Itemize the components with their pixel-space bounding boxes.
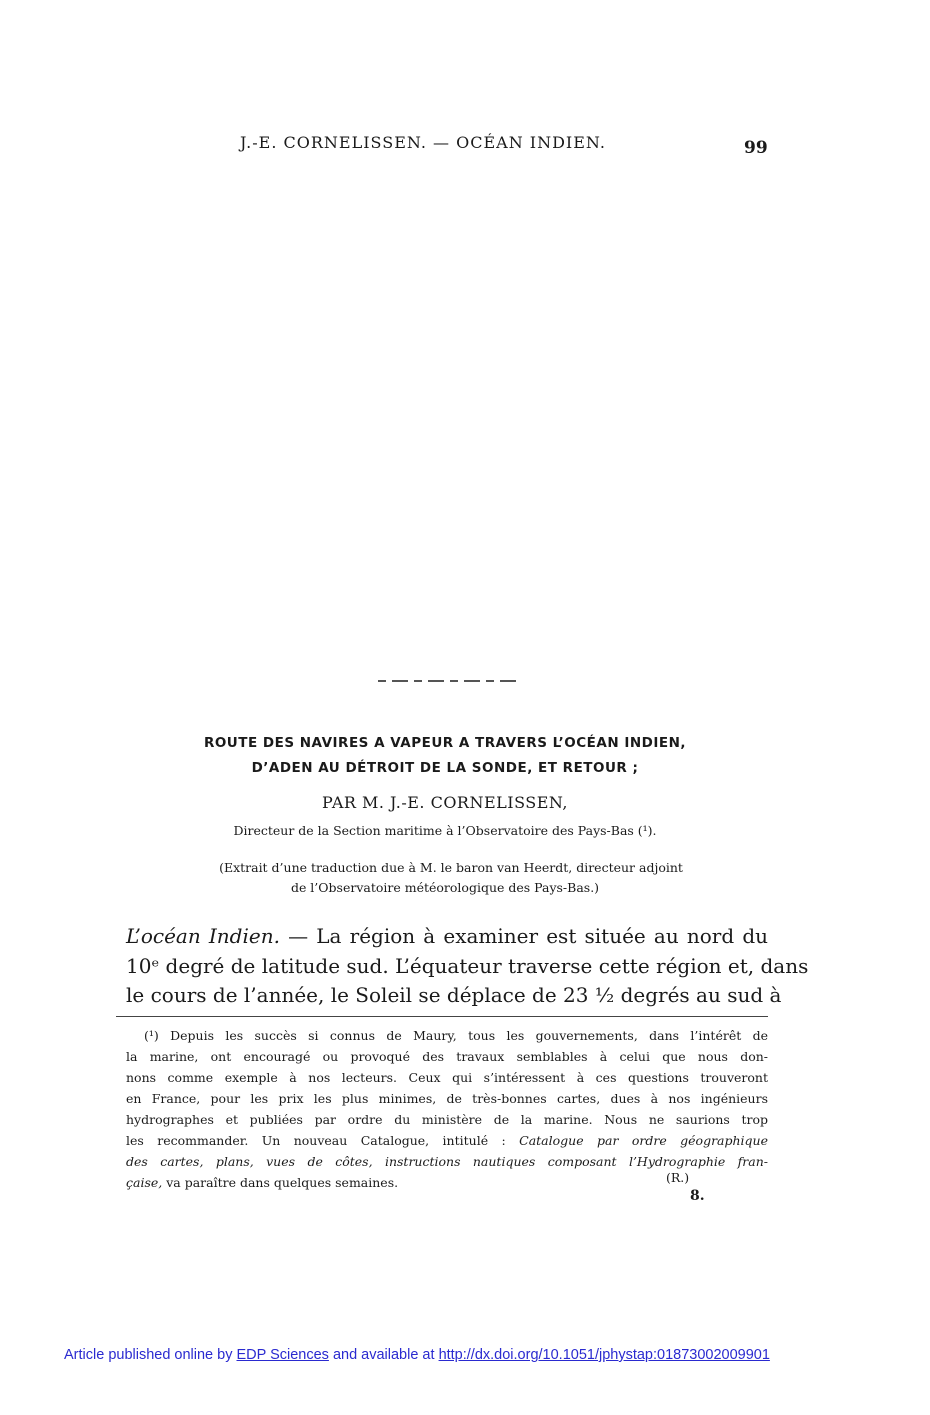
publication-footer [64, 1347, 770, 1363]
body-line-1 [126, 924, 768, 948]
footnote-line-6 [126, 1133, 768, 1148]
doi-link[interactable]: http://dx.doi.org/10.1051/jphystap:01873002009901 [438, 1347, 770, 1363]
footnote-line-6-text: les recommander. Un nouveau Catalogue, intitulé : [126, 1133, 520, 1148]
footnote-separator [116, 1016, 768, 1017]
author-line: PAR M. J.-E. CORNELISSEN, [322, 793, 568, 812]
section-heading-italic: L’océan Indien. [126, 924, 280, 948]
catalogue-title-part-1: Catalogue par ordre géographique [519, 1133, 768, 1148]
page-number: 99 [744, 138, 768, 158]
footnote-line-3: nons comme exemple à nos lecteurs. Ceux qui s’intéressent à ces questions trouveront [126, 1070, 768, 1085]
article-title-line-2: D’ADEN AU DÉTROIT DE LA SONDE, ET RETOUR ; [251, 760, 639, 776]
footnote-line-1: (¹) Depuis les succès si connus de Maury, tous les gouvernements, dans l’intérêt de [144, 1028, 768, 1043]
footnote-line-8-text: va paraître dans quelques semaines. [162, 1175, 399, 1190]
catalogue-title-part-3: çaise, [126, 1175, 163, 1190]
footnote-signature: (R.) [666, 1170, 690, 1185]
author-affiliation: Directeur de la Section maritime à l’Observatoire des Pays-Bas (¹). [233, 823, 657, 838]
article-title-line-1: ROUTE DES NAVIRES A VAPEUR A TRAVERS L’OCÉAN INDIEN, [203, 735, 687, 751]
extract-note-line-1: (Extrait d’une traduction due à M. le baron van Heerdt, directeur adjoint [219, 860, 683, 875]
footnote-line-2: la marine, ont encouragé ou provoqué des travaux semblables à celui que nous don- [126, 1049, 768, 1064]
extract-note-line-2: de l’Observatoire météorologique des Pays-Bas.) [290, 880, 600, 895]
footnote-line-5: hydrographes et publiées par ordre du ministère de la marine. Nous ne saurions trop [126, 1112, 768, 1127]
catalogue-title-part-2: des cartes, plans, vues de côtes, instructions nautiques composant l’Hydrographie fran- [126, 1154, 768, 1169]
body-line-1-text: — La région à examiner est située au nord du [279, 924, 769, 948]
footnote-line-8 [126, 1175, 626, 1190]
footer-prefix: Article published online by [64, 1347, 237, 1363]
footnote-line-4: en France, pour les prix les plus minimes, de très-bonnes cartes, dues à nos ingénieurs [126, 1091, 768, 1106]
footnote-line-7 [126, 1154, 768, 1169]
running-head: J.-E. CORNELISSEN. — OCÉAN INDIEN. [240, 133, 606, 152]
body-line-3: le cours de l’année, le Soleil se déplace de 23 ½ degrés au sud à [126, 983, 782, 1007]
footer-middle: and available at [328, 1347, 439, 1363]
publisher-link[interactable]: EDP Sciences [236, 1347, 329, 1363]
section-ornament [378, 680, 518, 682]
sheet-signature-number: 8. [690, 1188, 705, 1204]
body-line-2: 10ᵉ degré de latitude sud. L’équateur traverse cette région et, dans [126, 954, 809, 978]
